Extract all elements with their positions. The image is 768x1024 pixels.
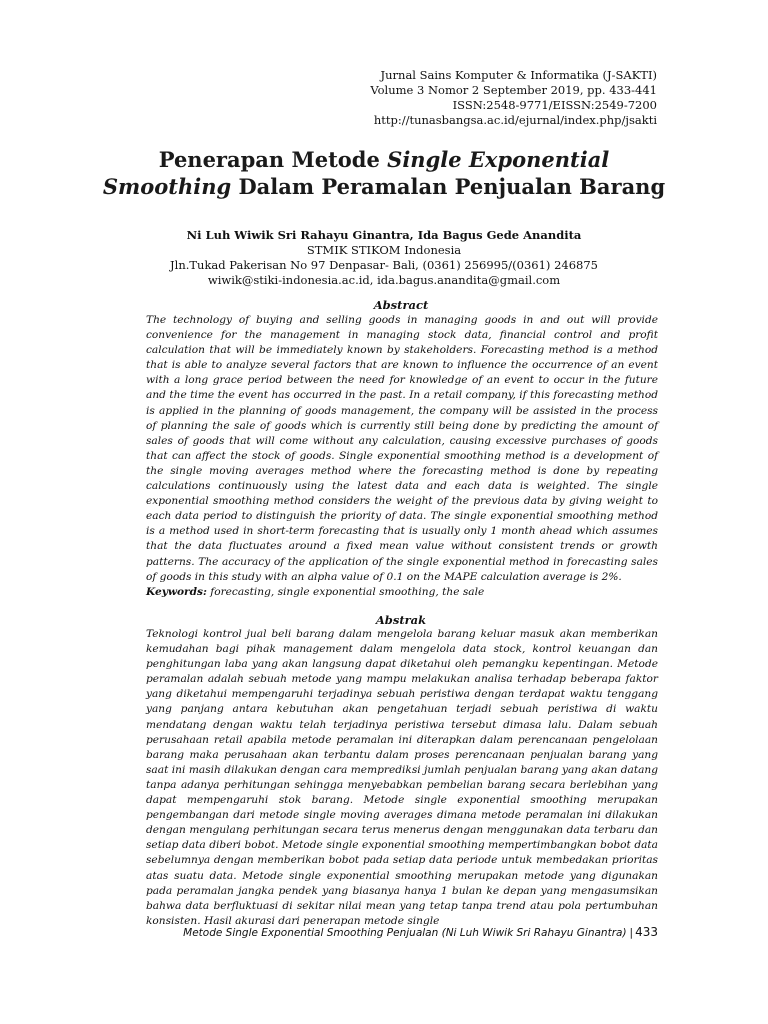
- title-part-2: Single Exponential: [387, 147, 610, 172]
- journal-header: [370, 68, 657, 128]
- journal-name: Jurnal Sains Komputer & Informatika (J-SAKTI): [380, 68, 657, 82]
- page-number: 433: [635, 925, 658, 939]
- abstrak-heading: Abstrak: [375, 613, 427, 627]
- journal-url[interactable]: http://tunasbangsa.ac.id/ejurnal/index.php/jsakti: [373, 113, 657, 127]
- author-institution: STMIK STIKOM Indonesia: [306, 243, 462, 257]
- paper-title: [100, 146, 668, 200]
- journal-issn: ISSN:2548-9771/EISSN:2549-7200: [452, 98, 657, 112]
- author-emails[interactable]: wiwik@stiki-indonesia.ac.id, ida.bagus.anandita@gmail.com: [207, 273, 561, 287]
- author-address: Jln.Tukad Pakerisan No 97 Denpasar- Bali, (0361) 256995/(0361) 246875: [170, 258, 598, 272]
- keywords-text: forecasting, single exponential smoothing, the sale: [206, 586, 485, 598]
- page-footer: [183, 925, 658, 939]
- author-names: Ni Luh Wiwik Sri Rahayu Ginantra, Ida Bagus Gede Anandita: [186, 228, 582, 242]
- abstract-heading: Abstract: [373, 298, 429, 312]
- keywords-label: Keywords:: [146, 586, 207, 598]
- title-part-3: Smoothing: [102, 174, 232, 199]
- title-part-4: Dalam Peramalan Penjualan Barang: [231, 174, 666, 199]
- footer-separator: |: [629, 927, 634, 939]
- title-part-1: Penerapan Metode: [158, 147, 388, 172]
- author-block: [100, 228, 668, 288]
- footer-running-title: Metode Single Exponential Smoothing Penjualan (Ni Luh Wiwik Sri Rahayu Ginantra): [183, 927, 627, 939]
- abstract-text: The technology of buying and selling goods in managing goods in and out will provide convenience for the management in managing stock data, financial control and profit calculation that will be immediately known by stakeholders. Forecasting method is a method that is able to analyze several factors that are known to influence the occurrence of an event with a long grace period between the need for knowledge of an event to occur in the future and the time the event has occurred in the past. In a retail company, if this forecasting method is applied in the planning of goods management, the company will be assisted in the process of planning the sale of goods which is currently still being done by predicting the amount of sales of goods that will come without any calculation, causing excessive purchases of goods that can affect the stock of goods. Single exponential smoothing method is a development of the single moving averages method where the forecasting method is done by repeating calculations continuously using the latest data and each data is weighted. The single exponential smoothing method considers the weight of the previous data by giving weight to each data period to distinguish the priority of data. The single exponential smoothing method is a method used in short-term forecasting that is usually only 1 month ahead which assumes that the data fluctuates around a fixed mean value without consistent trends or growth patterns. The accuracy of the application of the single exponential method in forecasting sales of goods in this study with an alpha value of 0.1 on the MAPE calculation average is 2%.: [146, 314, 658, 583]
- abstrak-text: Teknologi kontrol jual beli barang dalam mengelola barang keluar masuk akan memberikan kemudahan bagi pihak management dalam mengelola data stock, kontrol keuangan dan penghitungan laba yang akan langsung dapat diketahui oleh pemangku kepentingan. Metode peramalan adalah sebuah metode yang mampu melakukan analisa terhadap beberapa faktor yang diketahui mempengaruhi terjadinya sebuah peristiwa dengan terdapat waktu tenggang yang panjang antara kebutuhan akan pengetahuan terjadi sebuah peristiwa di waktu mendatang dengan waktu telah terjadinya peristiwa tersebut dimasa lalu. Dalam sebuah perusahaan retail apabila metode peramalan ini diterapkan dalam perencanaan pengelolaan barang maka perusahaan akan terbantu dalam proses perencanaan penjualan barang yang saat ini masih dilakukan dengan cara memprediksi jumlah penjualan barang yang akan datang tanpa adanya perhitungan sehingga menyebabkan pembelian barang secara berlebihan yang dapat mempengaruhi stok barang. Metode single exponential smoothing merupakan pengembangan dari metode single moving averages dimana metode peramalan ini dilakukan dengan mengulang perhitungan secara terus menerus dengan menggunakan data terbaru dan setiap data diberi bobot. Metode single exponential smoothing mempertimbangkan bobot data sebelumnya dengan memberikan bobot pada setiap data periode untuk membedakan prioritas atas suatu data. Metode single exponential smoothing merupakan metode yang digunakan pada peramalan jangka pendek yang biasanya hanya 1 bulan ke depan yang mengasumsikan bahwa data berfluktuasi di sekitar nilai mean yang tetap tanpa trend atau pola pertumbuhan konsisten. Hasil akurasi dari penerapan metode single: [146, 628, 658, 927]
- journal-volume: Volume 3 Nomor 2 September 2019, pp. 433-441: [370, 83, 657, 97]
- keywords: [146, 585, 658, 600]
